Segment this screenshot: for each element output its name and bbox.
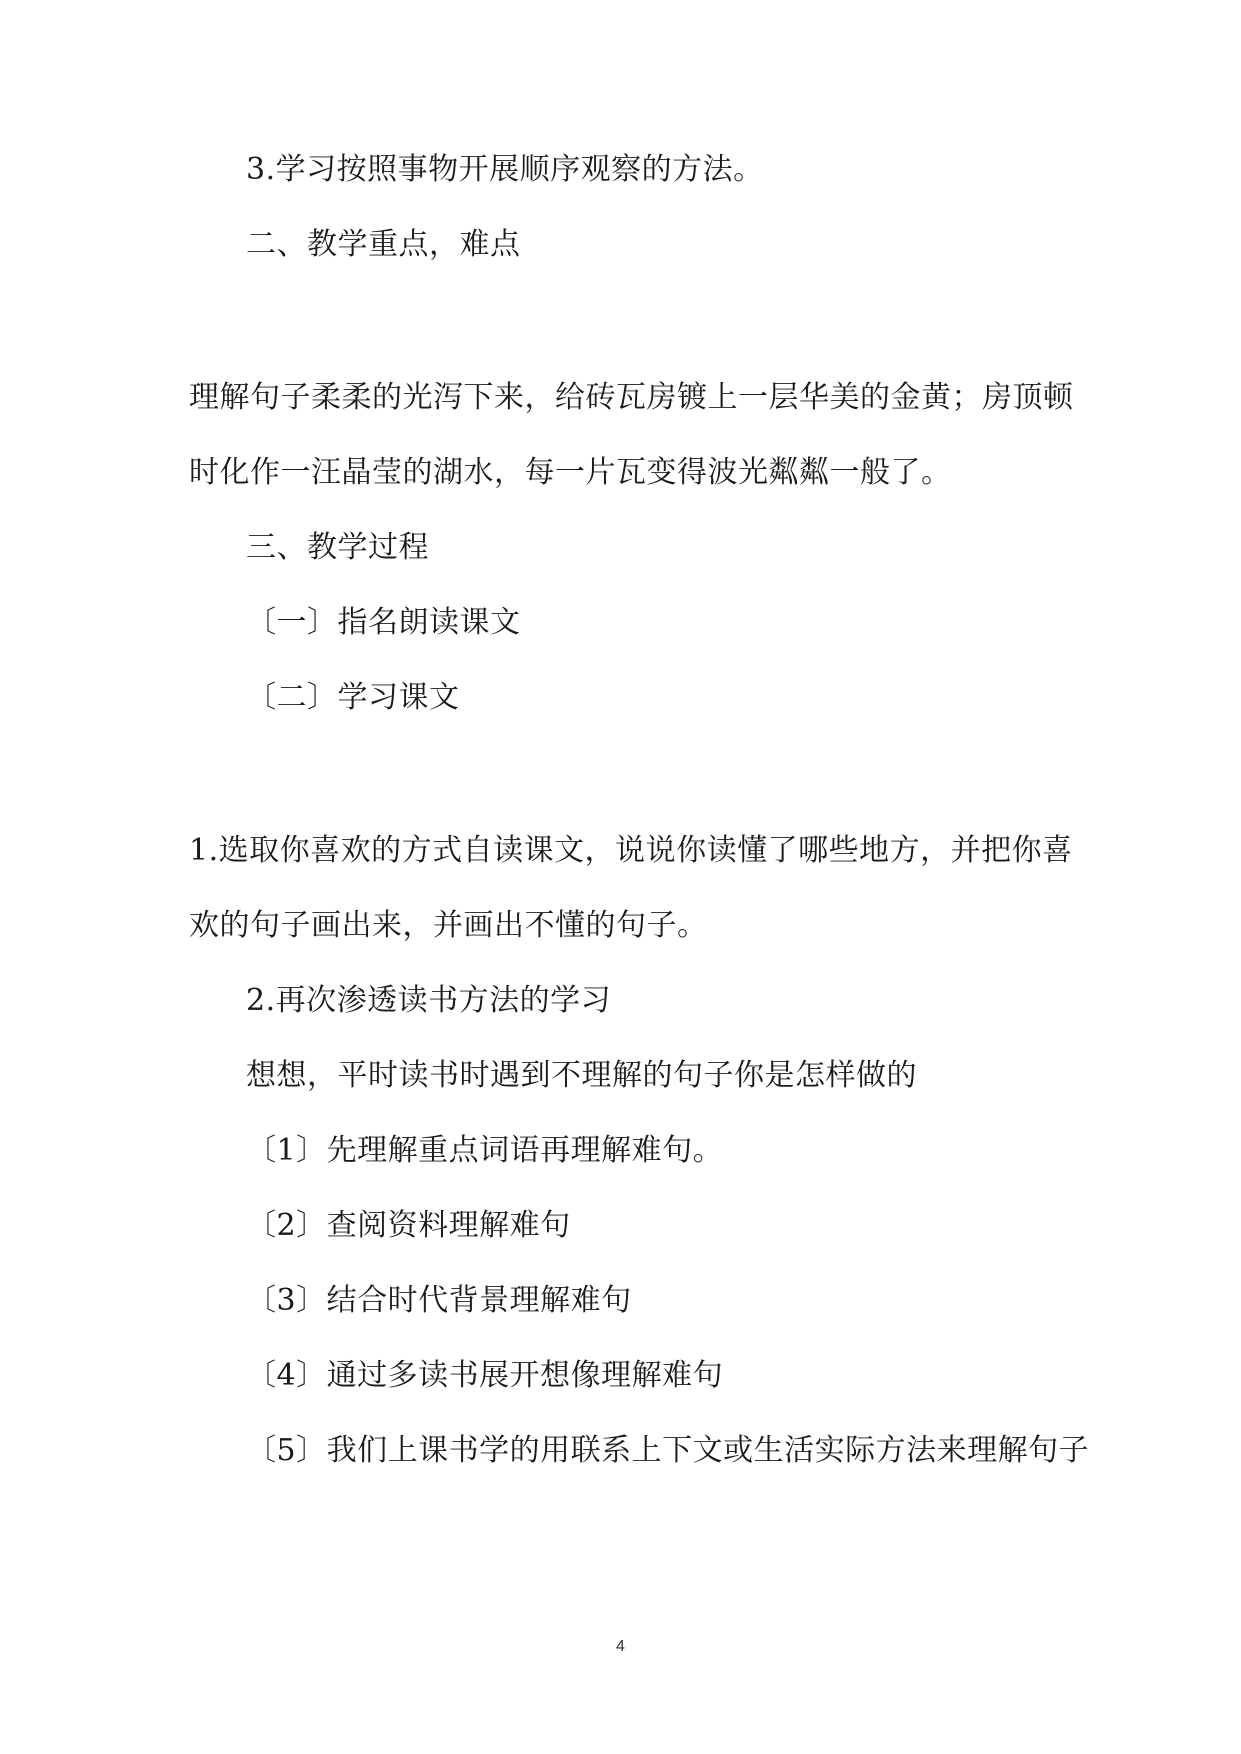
list-item: 〔1〕先理解重点词语再理解难句。 [246, 1133, 724, 1168]
paragraph-line: 欢的句子画出来，并画出不懂的句子。 [189, 908, 708, 943]
subsection-heading: 〔一〕指名朗读课文 [246, 605, 521, 640]
section-heading: 三、教学过程 [246, 530, 429, 565]
list-item: 〔5〕我们上课书学的用联系上下文或生活实际方法来理解句子 [246, 1433, 1090, 1468]
section-heading: 二、教学重点，难点 [246, 227, 521, 262]
paragraph-line: 想想，平时读书时遇到不理解的句子你是怎样做的 [246, 1058, 917, 1093]
subsection-heading: 〔二〕学习课文 [246, 680, 460, 715]
paragraph-line: 1.选取你喜欢的方式自读课文，说说你读懂了哪些地方，并把你喜 [189, 833, 1073, 868]
list-item: 〔3〕结合时代背景理解难句 [246, 1283, 632, 1318]
list-item: 〔2〕查阅资料理解难句 [246, 1208, 571, 1243]
page-number: 4 [616, 1638, 625, 1655]
paragraph-line: 时化作一汪晶莹的湖水，每一片瓦变得波光粼粼一般了。 [189, 455, 952, 490]
paragraph-line: 2.再次渗透读书方法的学习 [246, 983, 612, 1018]
paragraph-line: 理解句子柔柔的光泻下来，给砖瓦房镀上一层华美的金黄；房顶顿 [189, 380, 1074, 415]
paragraph-line: 3.学习按照事物开展顺序观察的方法。 [246, 152, 764, 187]
list-item: 〔4〕通过多读书展开想像理解难句 [246, 1358, 724, 1393]
